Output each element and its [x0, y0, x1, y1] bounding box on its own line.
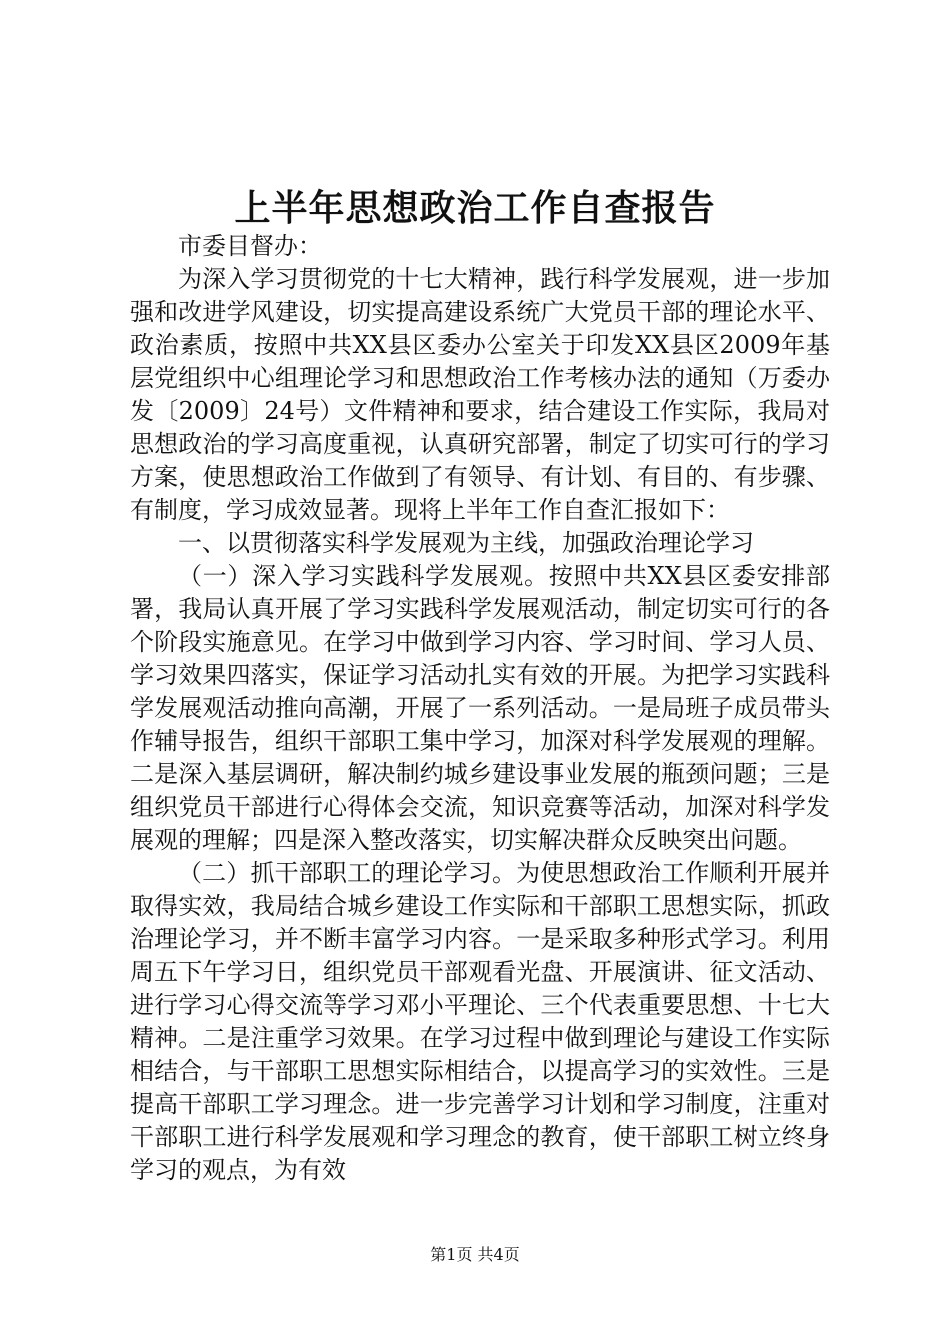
salutation: 市委目督办： — [178, 232, 322, 260]
paragraph-intro: 为深入学习贯彻党的十七大精神，践行科学发展观，进一步加强和改进学风建设，切实提高建设系统广大党员干部的理论水平、政治素质，按照中共XX县区委办公室关于印发XX县区2009年基层党组织中心组理论学习和思想政治工作考核办法的通知（万委办发〔2009〕24号）文件精神和要求，结合建设工作实际，我局对思想政治的学习高度重视，认真研究部署，制定了切实可行的学习方案，使思想政治工作做到了有领导、有计划、有目的、有步骤、有制度，学习成效显著。现将上半年工作自查汇报如下： — [130, 265, 830, 524]
document-title: 上半年思想政治工作自查报告 — [234, 187, 716, 229]
document-body — [130, 230, 830, 1187]
section-heading-1: 一、以贯彻落实科学发展观为主线，加强政治理论学习 — [178, 529, 754, 557]
paragraph-subsection-2: （二）抓干部职工的理论学习。为使思想政治工作顺利开展并取得实效，我局结合城乡建设工作实际和干部职工思想实际，抓政治理论学习，并不断丰富学习内容。一是采取多种形式学习。利用周五下午学习日，组织党员干部观看光盘、开展演讲、征文活动、进行学习心得交流等学习邓小平理论、三个代表重要思想、十七大精神。二是注重学习效果。在学习过程中做到理论与建设工作实际相结合，与干部职工思想实际相结合，以提高学习的实效性。三是提高干部职工学习理念。进一步完善学习计划和学习制度，注重对干部职工进行科学发展观和学习理念的教育，使干部职工树立终身学习的观点，为有效 — [130, 859, 830, 1184]
paragraph-subsection-1: （一）深入学习实践科学发展观。按照中共XX县区委安排部署，我局认真开展了学习实践科学发展观活动，制定切实可行的各个阶段实施意见。在学习中做到学习内容、学习时间、学习人员、学习效果四落实，保证学习活动扎实有效的开展。为把学习实践科学发展观活动推向高潮，开展了一系列活动。一是局班子成员带头作辅导报告，组织干部职工集中学习，加深对科学发展观的理解。二是深入基层调研，解决制约城乡建设事业发展的瓶颈问题；三是组织党员干部进行心得体会交流，知识竞赛等活动，加深对科学发展观的理解；四是深入整改落实，切实解决群众反映突出问题。 — [130, 562, 830, 854]
page-number-footer: 第1页 共4页 — [430, 1245, 520, 1264]
